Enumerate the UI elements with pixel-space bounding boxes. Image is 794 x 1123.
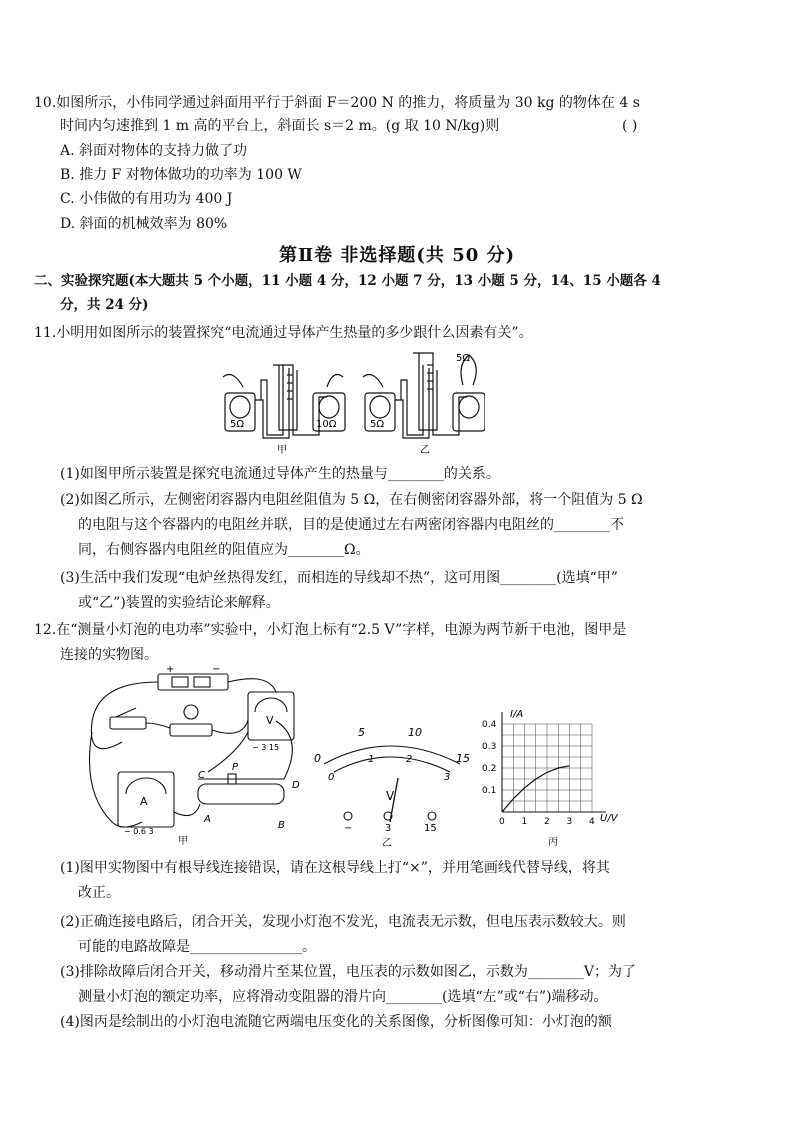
point-p-label: P	[232, 762, 239, 773]
q11-sub-3-line2: 或“乙”)装置的实验结论来解释。	[78, 595, 280, 611]
q12-sub-2-line1: (2)正确连接电路后，闭合开关，发现小灯泡不发光，电流表无示数，但电压表示数较大。则	[60, 914, 626, 930]
q11-jia-caption: 甲	[277, 445, 287, 456]
dial-terminal-15: 15	[424, 823, 437, 834]
q10-stem-line2: 时间内匀速推到 1 m 高的平台上，斜面长 s＝2 m。(g 取 10 N/kg)则	[60, 118, 500, 134]
q12-sub-1-line2: 改正。	[78, 885, 120, 901]
dial-unit: V	[386, 789, 395, 803]
q12-fig-jia	[80, 662, 310, 847]
q11-figure	[215, 345, 485, 460]
chart-ytick-label: 0.4	[482, 720, 497, 730]
q11-sub-1: (1)如图甲所示装置是探究电流通过导体产生的热量与________的关系。	[60, 466, 500, 482]
q10-option-a: A. 斜面对物体的支持力做了功	[60, 143, 248, 159]
chart-grid	[502, 724, 592, 812]
q12-sub-3-line1: (3)排除故障后闭合开关，移动滑片至某位置，电压表的示数如图乙，示数为________V；为了	[60, 964, 636, 980]
q10-option-d: D. 斜面的机械效率为 80%	[60, 216, 228, 232]
chart-xtick-label: 0	[499, 817, 505, 827]
dial-terminal-minus: −	[344, 823, 353, 834]
dial-top-10: 10	[408, 726, 422, 739]
point-b-label: B	[278, 820, 285, 831]
q12-sub-1-line1: (1)图甲实物图中有根导线连接错误，请在这根导线上打“×”，并用笔画线代替导线，将其	[60, 860, 610, 876]
dial-top-15: 15	[456, 752, 470, 765]
battery-minus-label: −	[212, 664, 221, 675]
q12-fig-yi	[310, 718, 480, 848]
point-a-label: A	[204, 814, 211, 825]
dial-bottom-0: 0	[328, 772, 335, 783]
chart-ytick-label: 0.3	[482, 742, 497, 752]
q11-sub-2-line3: 同，右侧容器内电阻丝的阻值应为________Ω。	[78, 542, 370, 558]
q12-yi-caption: 乙	[382, 838, 392, 848]
chart-axes	[502, 712, 606, 812]
q11-stem: 11.小明用如图所示的装置探究“电流通过导体产生热量的多少跟什么因素有关”。	[34, 325, 533, 341]
chart-xtick-label: 4	[589, 817, 595, 827]
q11-jia-r5-label: 5Ω	[230, 419, 245, 430]
q11-yi-caption: 乙	[420, 445, 430, 456]
point-c-label: C	[198, 770, 205, 781]
chart-xtick-label: 2	[544, 817, 550, 827]
q12-sub-4-line1: (4)图丙是绘制出的小灯泡电流随它两端电压变化的关系图像，分析图像可知：小灯泡的额	[60, 1014, 612, 1030]
q10-stem-line1: 10.如图所示，小伟同学通过斜面用平行于斜面 F＝200 N 的推力，将质量为 30 kg 的物体在 4 s	[34, 95, 640, 111]
q12-fig-bing-chart	[480, 705, 630, 850]
chart-ytick-label: 0.1	[482, 786, 497, 796]
q12-jia-caption: 甲	[178, 836, 188, 847]
chart-xtick-label: 3	[566, 817, 573, 827]
dial-bottom-1: 1	[368, 754, 375, 765]
part2-title-line2: 分，共 24 分)	[60, 297, 149, 313]
chart-xlabel: U/V	[600, 813, 618, 824]
q11-sub-2-line2: 的电阻与这个容器内的电阻丝并联，目的是使通过左右两密闭容器内电阻丝的________不	[78, 517, 624, 533]
q11-yi-r5-top-label: 5Ω	[456, 353, 471, 364]
part2-title-line1: 二、实验探究题(本大题共 5 个小题，11 小题 4 分，12 小题 7 分，13 小题 5 分，14、15 小题各 4	[34, 273, 661, 289]
dial-top-0: 0	[314, 752, 321, 765]
battery-plus-label: +	[166, 664, 175, 675]
voltmeter-label: V	[266, 714, 274, 727]
dial-bottom-3: 3	[444, 772, 451, 783]
q11-sub-3-line1: (3)生活中我们发现“电炉丝热得发红，而相连的导线却不热”，这可用图________(选填“甲”	[60, 570, 618, 586]
chart-ylabel: I/A	[510, 709, 524, 720]
dial-terminal-3: 3	[385, 823, 392, 834]
dial-top-5: 5	[358, 726, 365, 739]
q12-sub-2-line2: 可能的电路故障是________________。	[78, 939, 316, 955]
section-heading: 第Ⅱ卷 非选择题(共 50 分)	[278, 245, 516, 266]
q10-option-c: C. 小伟做的有用功为 400 J	[60, 191, 233, 207]
q10-answer-bracket: ( )	[622, 118, 638, 134]
q12-stem-line2: 连接的实物图。	[60, 647, 158, 663]
dial-bottom-2: 2	[406, 754, 413, 765]
point-d-label: D	[292, 780, 300, 791]
q11-jia-r10-label: 10Ω	[316, 419, 337, 430]
chart-xtick-label: 1	[521, 817, 528, 827]
q12-stem-line1: 12.在“测量小灯泡的电功率”实验中，小灯泡上标有“2.5 V”字样，电源为两节新干电池，图甲是	[34, 622, 627, 638]
q12-sub-3-line2: 测量小灯泡的额定功率，应将滑动变阻器的滑片向________(选填“左”或“右”)端移动。	[78, 989, 608, 1005]
q11-sub-2-line1: (2)如图乙所示，左侧密闭容器内电阻丝阻值为 5 Ω，在右侧密闭容器外部，将一个阻值为 5 Ω	[60, 492, 643, 508]
q10-option-b: B. 推力 F 对物体做功的功率为 100 W	[60, 167, 302, 183]
q11-yi-r5-left-label: 5Ω	[370, 419, 385, 430]
chart-ytick-label: 0.2	[482, 764, 497, 774]
ammeter-terminals: − 0.6 3	[124, 827, 154, 836]
voltmeter-terminals: − 3 15	[252, 743, 280, 752]
ammeter-label: A	[140, 795, 148, 808]
q12-bing-caption: 丙	[548, 837, 558, 848]
